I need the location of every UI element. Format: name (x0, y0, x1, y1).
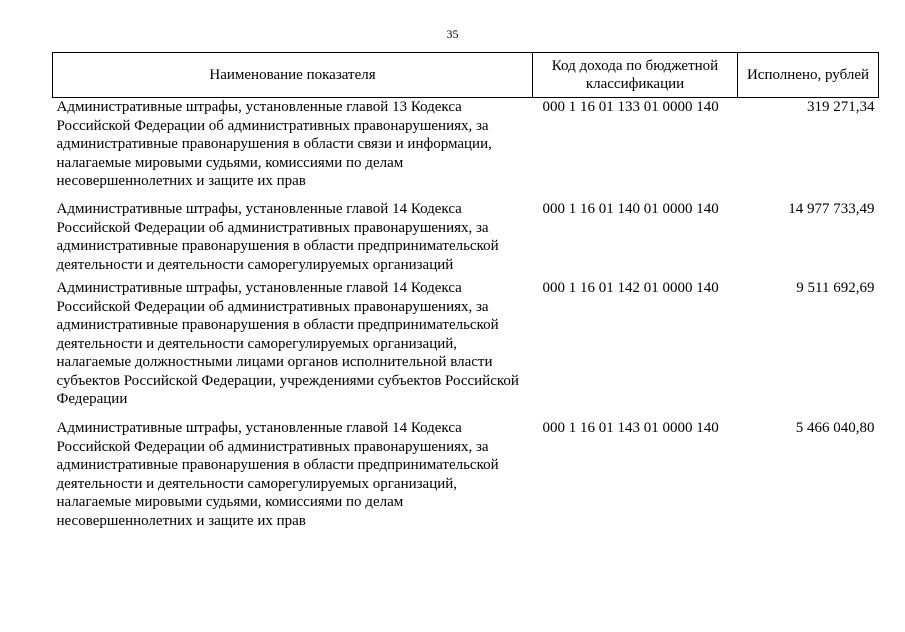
row-amount: 5 466 040,80 (795, 420, 875, 436)
row-amount: 319 271,34 (807, 99, 875, 115)
row-code: 000 1 16 01 142 01 0000 140 (542, 280, 719, 296)
row-name: Административные штрафы, установленные главой 14 Кодекса Российской Федерации об административных правонарушениях, за административные правонарушения в области предпринимательской деятельности и деятельности саморегулируемых организаций, налагаемые мировыми судьями, комиссиями по делам несовершеннолетних и защите их прав (56, 420, 499, 529)
row-code: 000 1 16 01 143 01 0000 140 (542, 420, 719, 436)
budget-table (52, 52, 879, 539)
row-name: Административные штрафы, установленные главой 14 Кодекса Российской Федерации об административных правонарушениях, за административные правонарушения в области предпринимательской деятельности и деятельности саморегулируемых организаций (56, 201, 499, 273)
header-amount: Исполнено, рублей (738, 53, 879, 98)
table-row (53, 419, 879, 539)
header-row (53, 53, 879, 98)
header-name: Наименование показателя (53, 53, 533, 98)
table-row (53, 279, 879, 419)
row-code: 000 1 16 01 133 01 0000 140 (542, 99, 719, 115)
row-amount: 14 977 733,49 (788, 201, 875, 217)
table-row (53, 98, 879, 201)
row-amount: 9 511 692,69 (796, 280, 875, 296)
header-code: Код дохода по бюджетной классификации (533, 53, 738, 98)
table-header (53, 53, 879, 98)
table-row (53, 200, 879, 279)
row-name: Административные штрафы, установленные главой 14 Кодекса Российской Федерации об административных правонарушениях, за административные правонарушения в области предпринимательской деятельности и деятельности саморегулируемых организаций, налагаемые должностными лицами органов исполнительной власти субъектов Российской Федерации, учреждениями субъектов Российской Федерации (56, 280, 519, 407)
table-body (53, 98, 879, 540)
row-code: 000 1 16 01 140 01 0000 140 (542, 201, 719, 217)
page-number: 35 (446, 27, 459, 41)
row-name: Административные штрафы, установленные главой 13 Кодекса Российской Федерации об административных правонарушениях, за административные правонарушения в области связи и информации, налагаемые мировыми судьями, комиссиями по делам несовершеннолетних и защите их прав (56, 99, 492, 189)
